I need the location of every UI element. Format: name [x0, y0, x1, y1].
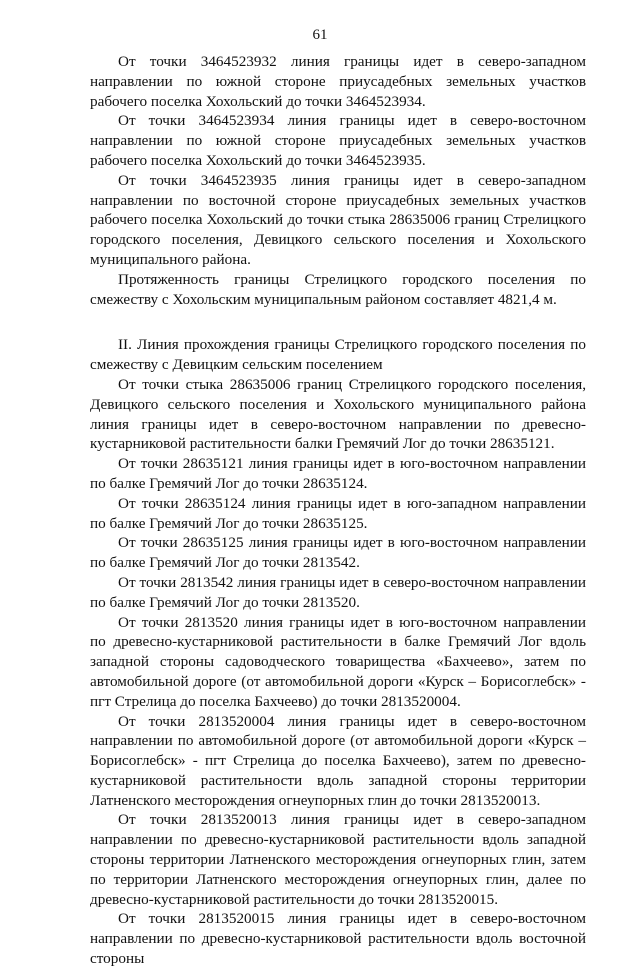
paragraph: От точки 2813520013 линия границы идет в северо-западном направлении по древесно-кустарниковой растительности вдоль западной стороны территории Латненского месторождения огнеупорных глин, затем по территории Латненского месторождения огнеупорных глин, далее по древесно-кустарниковой растительности до точки 2813520015. — [90, 811, 586, 908]
paragraph: От точки 3464523935 линия границы идет в северо-западном направлении по восточной стороне приусадебных земельных участков рабочего поселка Хохольский до точки стыка 28635006 границ Стрелицкого городского поселения, Девицкого сельского поселения и Хохольского муниципального района. — [90, 171, 586, 268]
paragraph: От точки 2813520004 линия границы идет в северо-восточном направлении по автомобильной дороге (от автомобильной дороги «Курск – Борисоглебск» - пгт Стрелица до поселка Бахчеево), затем по древесно-кустарниковой растительности вдоль западной стороны территории Латненского месторождения огнеупорных глин до точки 2813520013. — [90, 712, 586, 809]
section-gap — [90, 309, 586, 335]
paragraph: От точки 28635121 линия границы идет в юго-восточном направлении по балке Гремячий Лог до точки 28635124. — [90, 455, 586, 492]
paragraph: От точки 3464523934 линия границы идет в северо-восточном направлении по южной стороне приусадебных земельных участков рабочего поселка Хохольский до точки 3464523935. — [90, 112, 586, 169]
paragraph: Протяженность границы Стрелицкого городского поселения по смежеству с Хохольским муниципальным районом составляет 4821,4 м. — [90, 270, 586, 308]
paragraph: От точки 28635124 линия границы идет в юго-западном направлении по балке Гремячий Лог до точки 28635125. — [90, 494, 586, 532]
paragraph: От точки 2813520015 линия границы идет в северо-восточном направлении по древесно-кустарниковой растительности вдоль восточной стороны — [90, 910, 586, 968]
paragraph: От точки 2813542 линия границы идет в северо-восточном направлении по балке Гремячий Лог до точки 2813520. — [90, 573, 586, 611]
paragraph: От точки 2813520 линия границы идет в юго-восточном направлении по древесно-кустарниковой растительности в балке Гремячий Лог вдоль западной стороны садоводческого товарищества «Бахчеево», затем по автомобильной дороге (от автомобильной дороги «Курск – Борисоглебск» - пгт Стрелица до поселка Бахчеево) до точки 2813520004. — [90, 613, 586, 710]
document-body — [90, 52, 586, 969]
page-number: 61 — [312, 27, 328, 43]
section-heading: II. Линия прохождения границы Стрелицкого городского поселения по смежеству с Девицким сельским поселением — [90, 336, 586, 374]
paragraph: От точки 3464523932 линия границы идет в северо-западном направлении по южной стороне приусадебных земельных участков рабочего поселка Хохольский до точки 3464523934. — [90, 53, 586, 110]
paragraph: От точки 28635125 линия границы идет в юго-восточном направлении по балке Гремячий Лог до точки 2813542. — [90, 534, 586, 572]
paragraph: От точки стыка 28635006 границ Стрелицкого городского поселения, Девицкого сельского поселения и Хохольского муниципального района линия границы идет в северо-восточном направлении по древесно-кустарниковой растительности балки Гремячий Лог до точки 28635121. — [90, 375, 586, 453]
